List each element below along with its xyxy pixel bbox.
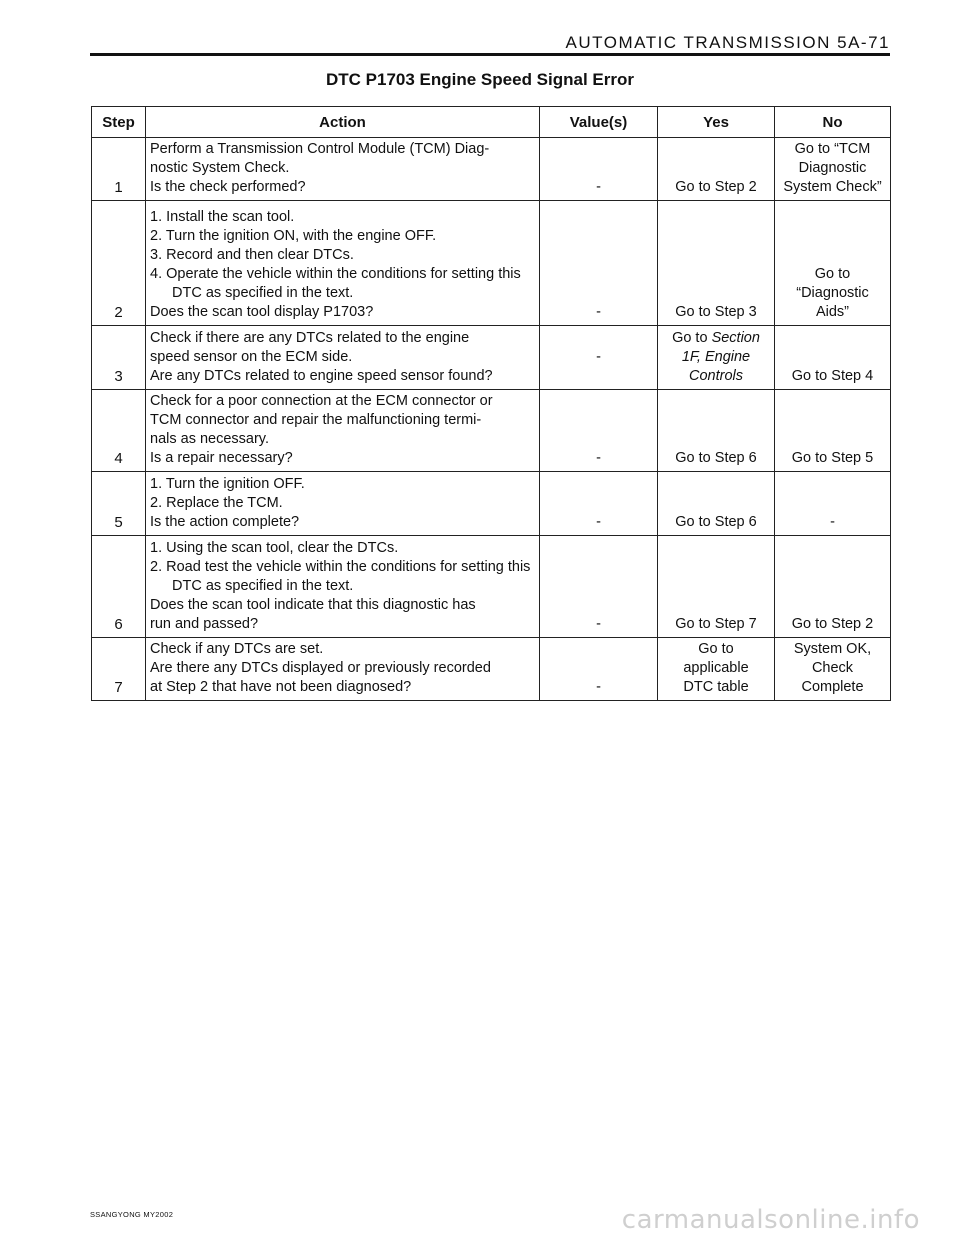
- step-number: 2: [92, 201, 146, 326]
- action-list-item: 1. Install the scan tool.: [150, 209, 295, 225]
- yes-cell: [658, 472, 775, 536]
- watermark: carmanualsonline.info: [621, 1205, 920, 1235]
- value-cell: -: [540, 326, 658, 390]
- no-text: System Check”: [783, 179, 882, 195]
- no-cell: [775, 536, 891, 638]
- yes-cell: [658, 138, 775, 201]
- action-list-item: 2. Replace the TCM.: [150, 495, 283, 511]
- no-text: -: [830, 514, 835, 530]
- section-reference: 1F, Engine: [681, 349, 751, 365]
- action-cell: [146, 138, 540, 201]
- step-number: 7: [92, 638, 146, 701]
- action-cell: [146, 638, 540, 701]
- no-text: Go to: [814, 266, 851, 282]
- no-text: “Diagnostic: [796, 285, 869, 301]
- no-text: Go to Step 4: [791, 368, 874, 384]
- action-text: Check if there are any DTCs related to the engine: [150, 330, 470, 346]
- yes-cell: [658, 326, 775, 390]
- action-cell: [146, 390, 540, 472]
- yes-cell: [658, 390, 775, 472]
- yes-text: applicable: [683, 660, 749, 676]
- column-header-yes: Yes: [658, 107, 775, 138]
- no-cell: [775, 326, 891, 390]
- table-row: [92, 472, 891, 536]
- action-text: speed sensor on the ECM side.: [150, 349, 353, 365]
- no-text: Check: [811, 660, 854, 676]
- column-header-step: Step: [92, 107, 146, 138]
- action-text: nals as necessary.: [150, 431, 270, 447]
- value-cell: -: [540, 472, 658, 536]
- step-number: 3: [92, 326, 146, 390]
- diagnostic-table: [91, 106, 891, 701]
- action-cell: [146, 201, 540, 326]
- action-question: Does the scan tool display P1703?: [150, 304, 374, 320]
- column-header-action: Action: [146, 107, 540, 138]
- action-question: at Step 2 that have not been diagnosed?: [150, 679, 412, 695]
- value-cell: -: [540, 536, 658, 638]
- action-text: Perform a Transmission Control Module (TCM) Diag-: [150, 141, 490, 157]
- page-title: DTC P1703 Engine Speed Signal Error: [326, 70, 634, 89]
- step-number: 5: [92, 472, 146, 536]
- no-text: Complete: [801, 679, 864, 695]
- no-text: Go to “TCM: [794, 141, 871, 157]
- section-reference: Section: [711, 330, 760, 346]
- action-text: Check for a poor connection at the ECM connector or: [150, 393, 493, 409]
- action-list-item: 3. Record and then clear DTCs.: [150, 247, 354, 263]
- yes-text: Go to Step 2: [675, 179, 757, 195]
- no-cell: [775, 201, 891, 326]
- action-question: Are any DTCs related to engine speed sensor found?: [150, 368, 493, 384]
- value-cell: -: [540, 138, 658, 201]
- action-list-item: 4. Operate the vehicle within the conditions for setting this DTC as specified in the text.: [150, 266, 521, 301]
- action-question: Is the check performed?: [150, 179, 306, 195]
- no-text: System OK,: [793, 641, 872, 657]
- action-text: Check if any DTCs are set.: [150, 641, 324, 657]
- table-row: [92, 536, 891, 638]
- yes-cell: [658, 201, 775, 326]
- page-footer: SSANGYONG MY2002: [90, 1210, 174, 1219]
- step-number: 4: [92, 390, 146, 472]
- action-cell: [146, 326, 540, 390]
- no-cell: [775, 138, 891, 201]
- step-number: 6: [92, 536, 146, 638]
- no-text: Aids”: [815, 304, 850, 320]
- table-header-row: [92, 107, 891, 138]
- value-cell: -: [540, 638, 658, 701]
- column-header-no: No: [775, 107, 891, 138]
- no-text: Diagnostic: [798, 160, 867, 176]
- no-cell: [775, 472, 891, 536]
- column-header-values: Value(s): [540, 107, 658, 138]
- no-cell: [775, 638, 891, 701]
- yes-prefix: Go to: [672, 330, 712, 346]
- yes-text: Go to: [698, 641, 734, 657]
- action-cell: [146, 536, 540, 638]
- table-row: [92, 201, 891, 326]
- yes-text: Go to Step 7: [675, 616, 757, 632]
- action-list-item: 2. Turn the ignition ON, with the engine OFF.: [150, 228, 437, 244]
- table-row: [92, 390, 891, 472]
- action-question: run and passed?: [150, 616, 259, 632]
- action-cell: [146, 472, 540, 536]
- action-question: Is a repair necessary?: [150, 450, 293, 466]
- yes-cell: [658, 638, 775, 701]
- section-reference: Controls: [689, 368, 743, 384]
- action-text: TCM connector and repair the malfunctioning termi-: [150, 412, 482, 428]
- action-list-item: 1. Using the scan tool, clear the DTCs.: [150, 540, 399, 556]
- action-list-item: 1. Turn the ignition OFF.: [150, 476, 305, 492]
- running-header: AUTOMATIC TRANSMISSION 5A-71: [565, 33, 890, 52]
- table-row: [92, 138, 891, 201]
- yes-text: Go to Step 6: [675, 514, 757, 530]
- no-cell: [775, 390, 891, 472]
- yes-text: Go to Step 3: [675, 304, 757, 320]
- action-question: Is the action complete?: [150, 514, 300, 530]
- yes-text: DTC table: [683, 679, 749, 695]
- value-cell: -: [540, 390, 658, 472]
- no-text: Go to Step 5: [791, 450, 874, 466]
- no-text: Go to Step 2: [791, 616, 874, 632]
- value-cell: -: [540, 201, 658, 326]
- action-list-item: 2. Road test the vehicle within the conditions for setting this DTC as specified in the text.: [150, 559, 531, 594]
- action-question: Are there any DTCs displayed or previously recorded: [150, 660, 491, 676]
- action-question: Does the scan tool indicate that this diagnostic has: [150, 597, 476, 613]
- step-number: 1: [92, 138, 146, 201]
- yes-cell: [658, 536, 775, 638]
- table-row: [92, 326, 891, 390]
- yes-text: Go to Step 6: [675, 450, 757, 466]
- table-row: [92, 638, 891, 701]
- header-divider: [90, 53, 890, 56]
- action-text: nostic System Check.: [150, 160, 290, 176]
